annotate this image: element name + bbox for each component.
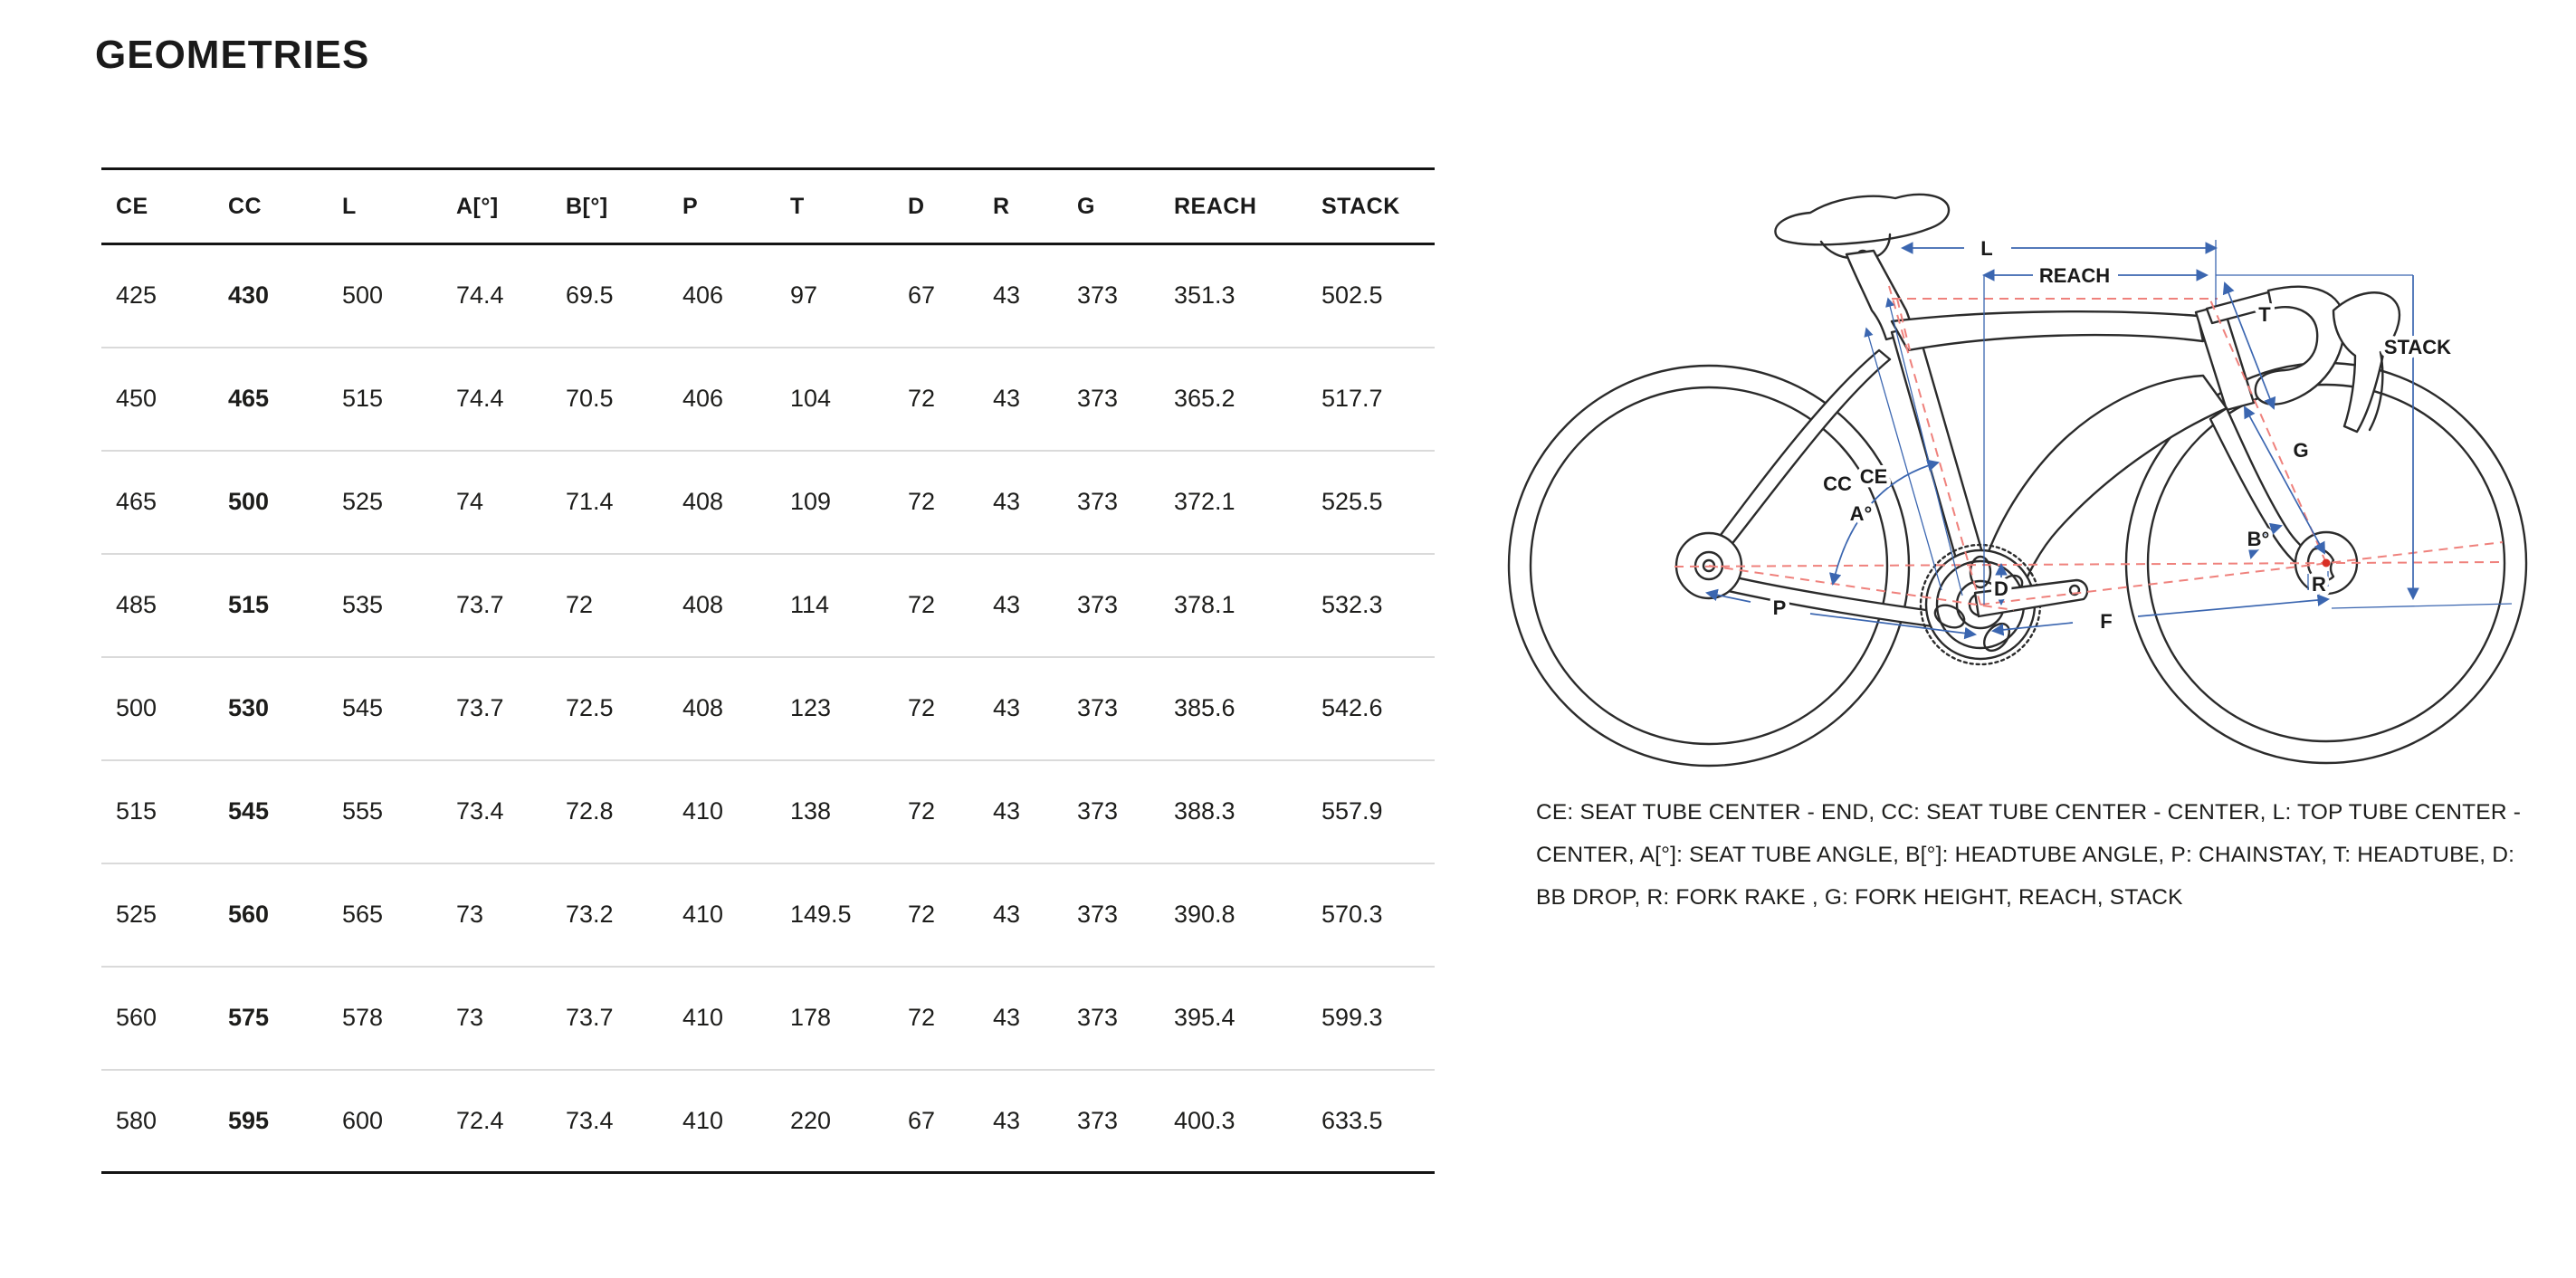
front-axle-dot bbox=[2323, 559, 2331, 567]
cell: 74.4 bbox=[456, 281, 504, 310]
cell: 390.8 bbox=[1159, 863, 1307, 967]
cell: 560 bbox=[214, 863, 328, 967]
cell: 123 bbox=[776, 657, 893, 760]
cell: 70.5 bbox=[551, 348, 668, 451]
cell: 43 bbox=[978, 1070, 1063, 1173]
cell: 408 bbox=[668, 554, 776, 657]
cell: 73 bbox=[442, 863, 551, 967]
cell: 72 bbox=[893, 863, 978, 967]
table-row-7 bbox=[101, 967, 1435, 1070]
cell: 570.3 bbox=[1307, 863, 1435, 967]
cell: 400.3 bbox=[1159, 1070, 1307, 1173]
cell: 67 bbox=[908, 281, 936, 310]
cell: 557.9 bbox=[1307, 760, 1435, 863]
cell: 149.5 bbox=[776, 863, 893, 967]
cell: 104 bbox=[776, 348, 893, 451]
table-row-1 bbox=[101, 348, 1435, 451]
cell: 178 bbox=[776, 967, 893, 1070]
column-header-8: R bbox=[978, 169, 1063, 244]
cell: 69.5 bbox=[566, 281, 614, 310]
cell: 74 bbox=[442, 451, 551, 554]
table-row-0 bbox=[101, 244, 1435, 348]
cell: 73.2 bbox=[551, 863, 668, 967]
legend-text: CE: SEAT TUBE CENTER - END, CC: SEAT TUBE CENTER - CENTER, L: TOP TUBE CENTER - CENTER, A[°]: SEAT TUBE ANGLE, B[°]: HEADTUBE ANGLE, P: CHAINSTAY, T: HEADTUBE, D: BB DROP, R: FORK RAKE , G: FORK HEIGHT, REACH, STACK bbox=[1536, 800, 2522, 910]
column-header-0: CE bbox=[101, 169, 214, 244]
label-b: B° bbox=[2247, 528, 2270, 550]
cell: 502.5 bbox=[1321, 281, 1383, 310]
cell: 72.8 bbox=[551, 760, 668, 863]
cell: 410 bbox=[668, 863, 776, 967]
cell: 385.6 bbox=[1159, 657, 1307, 760]
column-header-10: REACH bbox=[1159, 169, 1307, 244]
cell: 545 bbox=[214, 760, 328, 863]
geometry-table-header bbox=[101, 169, 1435, 244]
crankset-icon bbox=[1921, 545, 2087, 664]
column-header-2: L bbox=[328, 169, 442, 244]
table-row-8 bbox=[101, 1070, 1435, 1173]
cell: 408 bbox=[668, 451, 776, 554]
column-header-11: STACK bbox=[1307, 169, 1435, 244]
label-l: L bbox=[1980, 237, 1993, 260]
cell: 555 bbox=[328, 760, 442, 863]
cell: 372.1 bbox=[1159, 451, 1307, 554]
cell: 395.4 bbox=[1159, 967, 1307, 1070]
cell: 73.7 bbox=[442, 657, 551, 760]
cell: 373 bbox=[1063, 554, 1159, 657]
cell: 600 bbox=[328, 1070, 442, 1173]
table-row-6 bbox=[101, 863, 1435, 967]
column-header-7: D bbox=[893, 169, 978, 244]
cell: 633.5 bbox=[1307, 1070, 1435, 1173]
page-title: GEOMETRIES bbox=[95, 33, 370, 77]
cell: 73.4 bbox=[442, 760, 551, 863]
cell: 378.1 bbox=[1159, 554, 1307, 657]
header-row bbox=[101, 169, 1435, 244]
cell: 525 bbox=[101, 863, 214, 967]
cell: 430 bbox=[228, 281, 270, 310]
cell: 43 bbox=[978, 554, 1063, 657]
cell: 43 bbox=[993, 281, 1021, 310]
cell: 43 bbox=[978, 863, 1063, 967]
cell: 72 bbox=[893, 348, 978, 451]
cell: 425 bbox=[116, 281, 157, 310]
cell: 525 bbox=[328, 451, 442, 554]
cell: 43 bbox=[978, 348, 1063, 451]
cell: 595 bbox=[214, 1070, 328, 1173]
cell: 578 bbox=[328, 967, 442, 1070]
cell: 408 bbox=[668, 657, 776, 760]
cell: 43 bbox=[978, 760, 1063, 863]
cell: 515 bbox=[328, 348, 442, 451]
cell: 515 bbox=[214, 554, 328, 657]
cell: 373 bbox=[1063, 967, 1159, 1070]
cell: 43 bbox=[978, 657, 1063, 760]
cell: 465 bbox=[214, 348, 328, 451]
label-ce: CE bbox=[1859, 465, 1888, 488]
cell: 575 bbox=[214, 967, 328, 1070]
column-header-1: CC bbox=[214, 169, 328, 244]
cell: 535 bbox=[328, 554, 442, 657]
cell: 109 bbox=[776, 451, 893, 554]
cell: 373 bbox=[1063, 451, 1159, 554]
column-header-3: A[°] bbox=[442, 169, 551, 244]
column-header-4: B[°] bbox=[551, 169, 668, 244]
cell: 72 bbox=[893, 967, 978, 1070]
cell: 465 bbox=[101, 451, 214, 554]
column-header-6: T bbox=[776, 169, 893, 244]
geometry-table bbox=[101, 167, 1435, 1174]
cell: 138 bbox=[776, 760, 893, 863]
cell: 580 bbox=[101, 1070, 214, 1173]
cell: 114 bbox=[776, 554, 893, 657]
cell: 388.3 bbox=[1159, 760, 1307, 863]
cell: 220 bbox=[776, 1070, 893, 1173]
table-row-5 bbox=[101, 760, 1435, 863]
label-t: T bbox=[2258, 303, 2271, 326]
cell: 72 bbox=[893, 451, 978, 554]
cell: 373 bbox=[1063, 1070, 1159, 1173]
cell: 517.7 bbox=[1307, 348, 1435, 451]
cell: 565 bbox=[328, 863, 442, 967]
cell: 373 bbox=[1077, 281, 1119, 310]
cell: 542.6 bbox=[1307, 657, 1435, 760]
label-g: G bbox=[2293, 439, 2309, 462]
cell: 560 bbox=[101, 967, 214, 1070]
label-cc: CC bbox=[1823, 472, 1852, 495]
cell: 545 bbox=[328, 657, 442, 760]
table-row-3 bbox=[101, 554, 1435, 657]
cell: 599.3 bbox=[1307, 967, 1435, 1070]
label-p: P bbox=[1772, 596, 1787, 619]
label-r: R bbox=[2312, 573, 2326, 596]
cell: 532.3 bbox=[1307, 554, 1435, 657]
cell: 72 bbox=[893, 554, 978, 657]
cell: 67 bbox=[893, 1070, 978, 1173]
cell: 373 bbox=[1063, 760, 1159, 863]
cell: 73.7 bbox=[551, 967, 668, 1070]
label-stack: STACK bbox=[2383, 336, 2452, 358]
cell: 43 bbox=[978, 451, 1063, 554]
cell: 373 bbox=[1063, 657, 1159, 760]
label-f: F bbox=[2100, 610, 2113, 633]
cell: 450 bbox=[101, 348, 214, 451]
cell: 97 bbox=[790, 281, 818, 310]
cell: 406 bbox=[668, 348, 776, 451]
cell: 72 bbox=[893, 760, 978, 863]
cell: 351.3 bbox=[1174, 281, 1236, 310]
cell: 500 bbox=[214, 451, 328, 554]
cell: 500 bbox=[342, 281, 384, 310]
bike-geometry-diagram bbox=[1493, 140, 2562, 783]
cell: 410 bbox=[668, 1070, 776, 1173]
cell: 71.4 bbox=[551, 451, 668, 554]
cell: 515 bbox=[101, 760, 214, 863]
label-d: D bbox=[1994, 577, 2008, 600]
cell: 525.5 bbox=[1307, 451, 1435, 554]
cell: 410 bbox=[668, 760, 776, 863]
column-header-5: P bbox=[668, 169, 776, 244]
table-row-4 bbox=[101, 657, 1435, 760]
label-a: A° bbox=[1849, 502, 1873, 525]
cell: 43 bbox=[978, 967, 1063, 1070]
cell: 73 bbox=[442, 967, 551, 1070]
cell: 365.2 bbox=[1159, 348, 1307, 451]
cell: 485 bbox=[101, 554, 214, 657]
cell: 373 bbox=[1063, 863, 1159, 967]
cell: 72 bbox=[893, 657, 978, 760]
table-row-2 bbox=[101, 451, 1435, 554]
geometry-table-body bbox=[101, 244, 1435, 1173]
cell: 500 bbox=[101, 657, 214, 760]
cell: 373 bbox=[1063, 348, 1159, 451]
cell: 72 bbox=[551, 554, 668, 657]
cell: 72.4 bbox=[442, 1070, 551, 1173]
cell: 72.5 bbox=[551, 657, 668, 760]
cell: 406 bbox=[682, 281, 724, 310]
cell: 73.4 bbox=[551, 1070, 668, 1173]
cell: 73.7 bbox=[442, 554, 551, 657]
geometry-table-container bbox=[101, 167, 1435, 1174]
cell: 530 bbox=[214, 657, 328, 760]
column-header-9: G bbox=[1063, 169, 1159, 244]
label-reach: REACH bbox=[2038, 264, 2111, 287]
cell: 74.4 bbox=[442, 348, 551, 451]
cell: 410 bbox=[668, 967, 776, 1070]
